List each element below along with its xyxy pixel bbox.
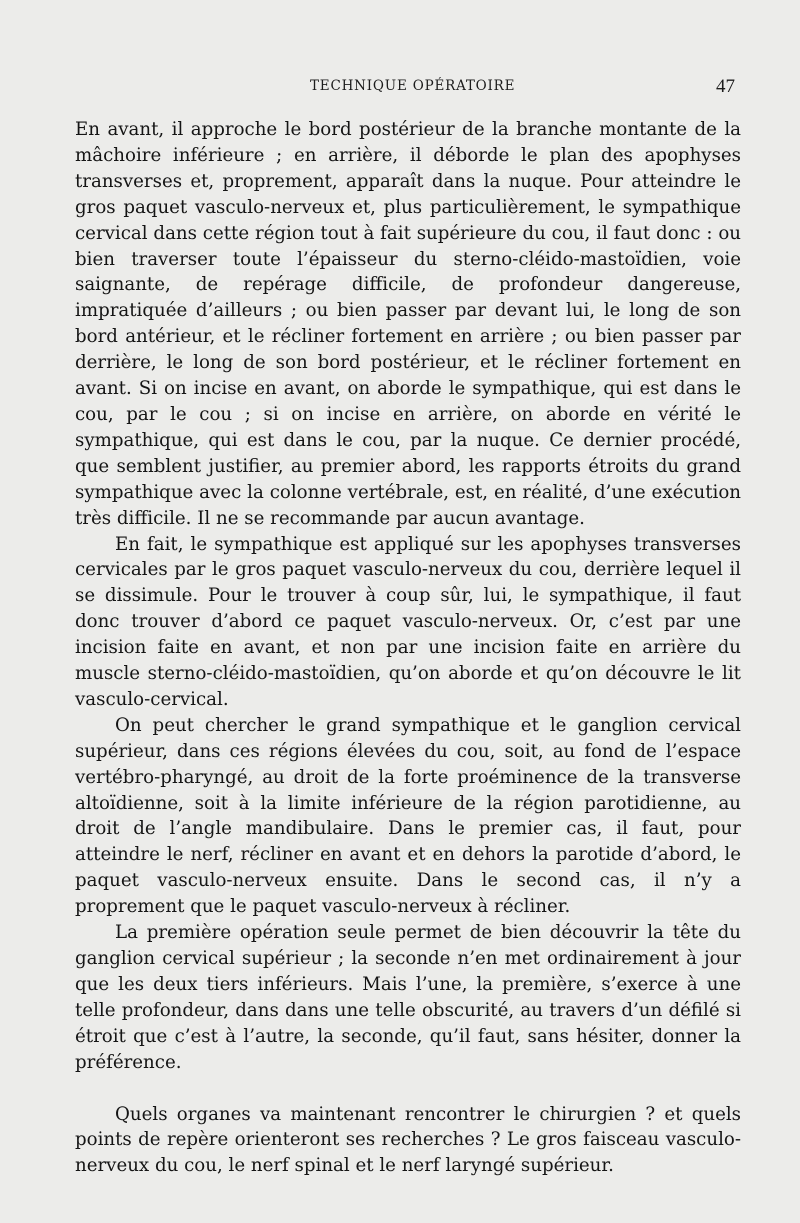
body-text [75, 117, 741, 1179]
paragraph-1: En avant, il approche le bord postérieur de la branche montante de la mâchoire inférieure ; en arrière, il déborde le plan des apophyses transverses et, proprement, apparaît dans la nuque. Pour atteindre le gros paquet vasculo-nerveux et, plus particulièrement, le sympathique cervical dans cette région tout à fait supérieure du cou, il faut donc : ou bien traverser toute l’épaisseur du sterno-cléido-mastoïdien, voie saignante, de repérage difficile, de profondeur dangereuse, impratiquée d’ailleurs ; ou bien passer par devant lui, le long de son bord antérieur, et le récliner fortement en arrière ; ou bien passer par derrière, le long de son bord postérieur, et le récliner fortement en avant. Si on incise en avant, on aborde le sympathique, qui est dans le cou, par le cou ; si on incise en arrière, on aborde en vérité le sympathique, qui est dans le cou, par la nuque. Ce dernier procédé, que semblent justifier, au premier abord, les rapports étroits du grand sympathique avec la colonne vertébrale, est, en réalité, d’une exécution très difficile. Il ne se recommande par aucun avantage. [75, 119, 741, 529]
paragraph-2: En fait, le sympathique est appliqué sur les apophyses transverses cervicales par le gros paquet vasculo-nerveux du cou, derrière lequel il se dissimule. Pour le trouver à coup sûr, lui, le sympathique, il faut donc trouver d’abord ce paquet vasculo-nerveux. Or, c’est par une incision faite en avant, et non par une incision faite en arrière du muscle sterno-cléido-mastoïdien, qu’on aborde et qu’on découvre le lit vasculo-cervical. [75, 533, 741, 710]
page-number: 47 [716, 76, 735, 97]
paragraph-4: La première opération seule permet de bien découvrir la tête du ganglion cervical supérieur ; la seconde n’en met ordinairement à jour que les deux tiers inférieurs. Mais l’une, la première, s’exerce à une telle profondeur, dans dans une telle obscurité, au travers d’un défilé si étroit que c’est à l’autre, la seconde, qu’il faut, sans hésiter, donner la préférence. [75, 922, 741, 1073]
paragraph-5: Quels organes va maintenant rencontrer le chirurgien ? et quels points de repère orienteront ses recherches ? Le gros faisceau vasculo-nerveux du cou, le nerf spinal et le nerf laryngé supérieur. [75, 1103, 741, 1177]
running-title: TECHNIQUE OPÉRATOIRE [310, 78, 516, 94]
paragraph-3: On peut chercher le grand sympathique et le ganglion cervical supérieur, dans ces régions élevées du cou, soit, au fond de l’espace vertébro-pharyngé, au droit de la forte proéminence de la transverse altoïdienne, soit à la limite inférieure de la région parotidienne, au droit de l’angle mandibulaire. Dans le premier cas, il faut, pour atteindre le nerf, récliner en avant et en dehors la parotide d’abord, le paquet vasculo-nerveux ensuite. Dans le second cas, il n’y a proprement que le paquet vasculo-nerveux à récliner. [75, 714, 741, 918]
page-header [0, 76, 800, 100]
